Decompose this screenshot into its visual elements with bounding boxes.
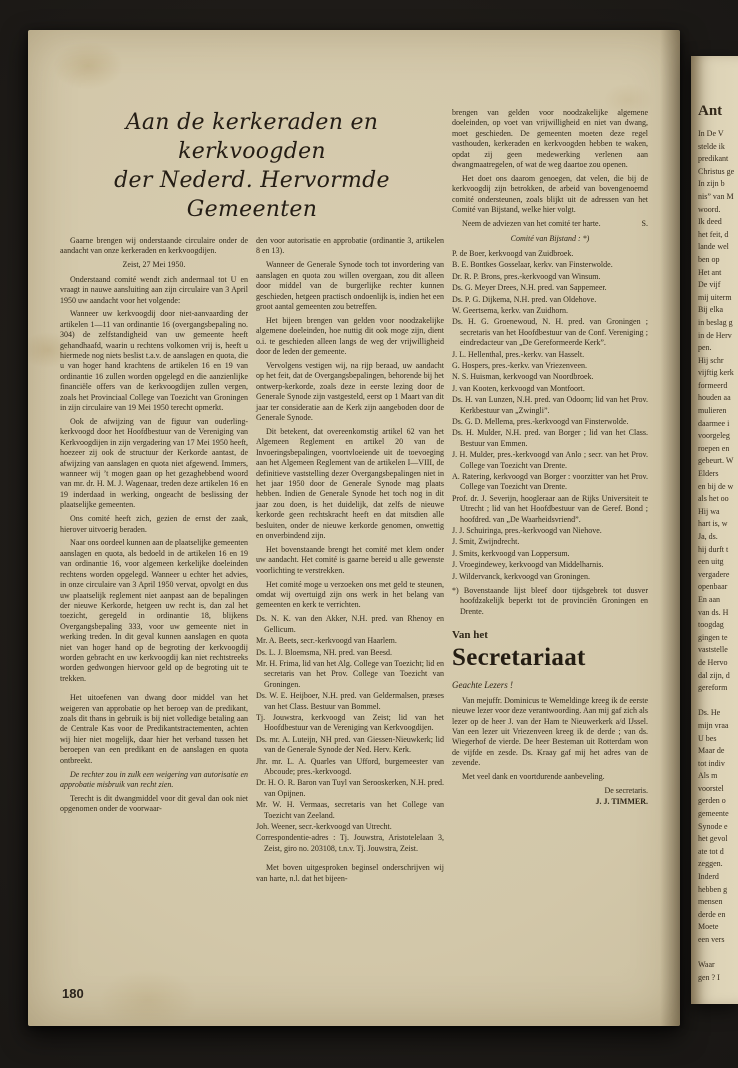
paragraph: Het doet ons daarom genoegen, dat velen, die bij de kerkvoogdij zijn betrokken, de arbeid van bovengenoemd comité ondersteunen, zoals blijkt uit de adressen van het Comité van Bijstand, welke hier volgt. [452,173,648,215]
next-page-line: mulieren [698,406,727,416]
next-page-line: Inderd [698,872,719,882]
next-page-line: Ik deed [698,217,722,227]
next-page-line [698,947,738,960]
comite-member: N. S. Huisman, kerkvoogd van Noordbroek. [452,372,594,382]
paragraph: brengen van gelden voor noodzakelijke algemene doeleinden, op voet van vrijwilligheid en niet van dwang, moet geschieden. De gemeenten moeten deze regel vasthouden, kerkeraden en kerkvoogden hebben te waken, opdat zij geen medewerking verlenen aan dwangmaatregelen, of wat de weg daartoe zou openen. [452,108,648,170]
comite-member: J. Wildervanck, kerkvoogd van Groningen. [452,571,590,581]
next-page-line: stelde ik [698,141,725,151]
next-page-line: daarmee i [698,418,730,428]
next-page-line [698,695,738,708]
next-page-line: vaststelle [698,645,728,655]
comite-member: Ds. G. D. Mellema, pres.-kerkvoogd van Finsterwolde. [452,416,629,426]
comite-member: Prof. dr. J. Severijn, hoogleraar aan de Rijks Universiteit te Utrecht ; lid van het Hoofdbestuur van de Geref. Bond ; hoofdred. van „De Waarheidsvriend”. [452,493,648,524]
footnote: *) Bovenstaande lijst bleef door tijdsgebrek tot dusver hoofdzakelijk beperkt tot de provinciën Groningen en Drente. [452,586,648,616]
next-page-line: hart is, w [698,519,728,529]
correspondence-address: Correspondentie-adres : Tj. Jouwstra, Aristotelelaan 3, Zeist, giro no. 203108, t.n.v. Tj. Jouwstra, Zeist. [256,833,444,853]
comite-member: Ds. H. G. Groenewoud, N. H. pred. van Groningen ; secretaris van het Hoofdbestuur van de Conf. Vereniging ; eindredacteur van „De Gereformeerde Kerk”. [452,317,648,348]
signatory: Ds. N. K. van den Akker, N.H. pred. van Rhenoy en Gellicum. [256,614,444,634]
next-page-line: woord. [698,204,721,214]
next-page-line: Synode e [698,821,728,831]
magazine-page [28,30,680,1026]
next-page-line: mensen [698,897,723,907]
signatory: Joh. Weener, secr.-kerkvoogd van Utrecht. [256,822,392,832]
body-columns [60,236,444,888]
next-page-line: het gevol [698,834,728,844]
signatory: Jhr. mr. L. A. Quarles van Ufford, burgemeester van Abcoude; pres.-kerkvoogd. [256,756,444,776]
paragraph: Het comité moge u verzoeken ons met geld te steunen, omdat wij overtuigd zijn ons werk in het belang van gemeenten en kerk te verrichten. [256,579,444,610]
comite-heading: Comité van Bijstand : *) [510,234,590,244]
signatory: Ds. W. E. Heijboer, N.H. pred. van Geldermalsen, præses van het Class. Bestuur van Bommel. [256,691,444,711]
advice-line [452,219,648,229]
column-3 [452,108,648,888]
next-page-line: Maar de [698,746,725,756]
signatory: Mr. H. Frima, lid van het Alg. College van Toezicht; lid en secretaris van het Prov. College van Toezicht van Groningen. [256,658,444,689]
paragraph: Ook de afwijzing van de figuur van ouderling-kerkvoogd door het Hoofdbestuur van de Vereniging van Kerkvoogdijen in zijn vergadering van 17 Mei 1950 heeft, hoezeer zij ook de structuur der Kerkorde aantast, de afwijzing van aanslagen en quota niet afgewend. Immers, wanneer wij ’t mogen gaan op het gezaghebbend woord van mr. dr. H. M. J. Wagenaar, treden deze artikelen 16 en 19 inderdaad in werking, ongeacht de beslissing der plaatselijke gemeenten. [60,417,248,510]
next-page-line: in beslag g [698,317,733,327]
next-page-line: U bes [698,733,717,743]
comite-member: J. H. Mulder, pres.-kerkvoogd van Anlo ; secr. van het Prov. College van Toezicht van Drente. [452,450,648,470]
paragraph: Het bijeen brengen van gelden voor noodzakelijke algemene doeleinden, hoe nuttig dit ook moge zijn, dient o.i. te geschieden alleen langs de weg der vrijwilligheid door de leden der gemeente. [256,315,444,357]
next-page-line: vijftig kerk [698,368,734,378]
next-page-line: Ds. He [698,708,721,718]
next-page-line: In De V [698,129,724,138]
comite-member: A. Ratering, kerkvoogd van Borger : voorzitter van het Prov. College van Toezicht van Drente. [452,472,648,492]
page-number: 180 [62,986,84,1001]
next-page-line: openbaar [698,582,728,592]
paragraph-italic: De rechter zou in zulk een weigering van autorisatie en approbatie misbruik van recht zien. [60,769,248,789]
comite-member: Ds. G. Meyer Drees, N.H. pred. van Sappemeer. [452,283,607,293]
next-page-line: roepen en [698,443,730,453]
next-page-line: gerden o [698,796,726,806]
article-title-line2: der Nederd. Hervormde Gemeenten [114,168,390,222]
column-1 [60,236,248,888]
next-page-line: lande wel [698,242,729,252]
next-page-line: Moete [698,922,719,932]
next-page-line: gemeente [698,809,729,819]
next-page-line: het feit, d [698,229,729,239]
title-and-two-columns [60,108,444,888]
next-page-line: mijn vraa [698,720,729,730]
paragraph: Dit betekent, dat overeenkomstig artikel 62 van het Algemeen Reglement en artikel 20 van de Invoeringsbepalingen, voortvloeiende uit de toevoeging aan het Algemeen Reglement van de artikelen I—VIII, de definitieve vaststelling dezer Overgangsbepalingen niet in het jaar 1950 door de Generale Synode mag plaats hebben. Indien de Generale Synode het toch nog in dit jaar zou doen, is het duidelijk, dat zelfs de nieuwe kerkorde geen rechtskracht heeft en dat mitsdien alle besluiten, onder de nieuwe kerkorde genomen, onwettig en onverbindend zijn. [256,426,444,540]
article-title [60,108,444,224]
advice-text: Neem de adviezen van het comité ter harte. [462,219,601,229]
next-page-line: ben op [698,254,720,264]
next-page-line: Bij elka [698,305,724,315]
paragraph: Terecht is dit dwangmiddel voor dit geval dan ook niet opgenomen onder de voorwaar- [60,793,248,814]
next-page-line: Ja, ds. [698,532,718,541]
next-page-line: van ds. H [698,607,729,617]
next-page-line: hij durft t [698,544,729,554]
paragraph: Met boven uitgesproken beginsel onderschrijven wij van harte, n.l. dat het bijeen- [256,863,444,883]
paragraph: den voor autorisatie en approbatie (ordinantie 3, artikelen 8 en 13). [256,236,444,256]
signatories-list [256,614,444,832]
paragraph: Met veel dank en voortdurende aanbeveling. [462,772,605,782]
next-page-line: Waar [698,960,715,970]
next-page-line: Christus ge [698,166,735,176]
next-page-line: pen. [698,343,712,353]
paragraph: Wanneer de Generale Synode toch tot invordering van aanslagen en quota zou willen overgaan, zou dit alleen door middel van de burgerlijke rechter kunnen geschieden, hetgeen practisch ondoenlijk is, indien het een groot aantal gemeenten zou betreffen. [256,260,444,311]
next-page-line: gereform [698,683,728,693]
next-page-line: als het oo [698,494,729,504]
secretariat-kicker: Van het [452,629,488,642]
article-title-line1: Aan de kerkeraden en kerkvoogden [125,110,379,164]
next-page-line: mij uiterm [698,292,732,302]
column-2 [256,236,444,888]
signatory: Mr. W. H. Vermaas, secretaris van het College van Toezicht van Zeeland. [256,800,444,820]
paragraph: Wanneer uw kerkvoogdij door niet-aanvaarding der artikelen 1—11 van ordinantie 16 (overgangsbepaling no. 304) de zelfstandigheid van uw gemeente heeft gehandhaafd, waarin u rechtens volkomen vrij is, heeft u hiermede nog niets beslist t.a.v. de aanslagen en quota, die u van hoger hand krachtens de artikelen 16 en 19 van ordinantie 16 zullen worden opgelegd en die aanzienlijke financiële offers van de kerkvoogdijen zullen vergen, zoals het Provinciaal College van Toezicht van Groningen in zijn circulaire van 19 Mei 1950 terecht opmerkt. [60,309,248,413]
next-page-line: toogdag [698,620,724,630]
signatory: Ds. L. J. Bloemsma, NH. pred. van Beesd. [256,647,392,657]
next-page-line: Hij schr [698,355,724,365]
secretariat-heading: Secretariaat [452,644,586,672]
next-page-line: Elders [698,469,719,479]
paragraph: Gaarne brengen wij onderstaande circulaire onder de aandacht van onze kerkeraden en kerkvoogdijen. [60,236,248,256]
next-page-line: In zijn b [698,179,725,189]
next-page-line: tot indiv [698,758,725,768]
paragraph: Naar ons oordeel kunnen aan de plaatselijke gemeenten aanslagen en quota, als bedoeld in de artikelen 16 en 19 van ordinantie 16, voor algemeen kerkelijke doeleinden rechtens worden opgelegd. Wanneer u echter het advies, in onze circulaire van 3 April 1950 vervat, opvolgt en dus uw plaatselijk reglement niet aanpast aan de bepalingen der nieuwe Kerkorde, hetgeen uw recht is, dan zal het toezicht, geregeld in ordinantie 18, blijkens Overgangsbepaling 333, voor uw gemeente niet in werking treden. In dit geval kunnen aanslagen en quota niet van hoger hand op de begroting der kerkvoogdij worden gebracht en uw kerkvoogdij kan niet rechtstreeks worden gedwongen hiervoor geld op de begroting uit te trekken. [60,538,248,683]
next-page-line: zeggen. [698,859,723,869]
author-initial: S. [641,219,648,229]
comite-members-list [452,249,648,582]
comite-member: Ds. H. van Lunzen, N.H. pred. van Odoorn; lid van het Prov. Kerkbestuur van „Zwingli”. [452,395,648,415]
next-page-line: en bij de w [698,481,734,491]
next-page-line: nis” van M [698,191,734,201]
dateline: Zeist, 27 Mei 1950. [122,260,186,270]
next-page-line: dal zijn, d [698,670,730,680]
next-page-line: vergadere [698,569,730,579]
signatory: Ds. mr. A. Luteijn, NH pred. van Giessen-Nieuwkerk; lid van de Generale Synode der Ned. Herv. Kerk. [256,734,444,755]
next-page-line: voorgeleg [698,431,730,441]
comite-member: J. L. Hellenthal, pres.-kerkv. van Hasselt. [452,349,585,359]
signatory: Tj. Jouwstra, kerkvoogd van Zeist; lid van het Hoofdbestuur van de Vereniging van Kerkvoogdijen. [256,712,444,733]
comite-member: W. Geertsema, kerkv. van Zuidhorn. [452,305,569,315]
comite-member: J. Smits, kerkvoogd van Loppersum. [452,548,570,558]
next-page-line: derde en [698,909,726,919]
next-page-line: in de Herv [698,330,732,340]
next-page-line: predikant [698,154,729,164]
next-page-heading: Ant [698,103,723,119]
signatory: Mr. A. Beets, secr.-kerkvoogd van Haarlem. [256,636,397,646]
comite-member: J. J. Schuiringa, pres.-kerkvoogd van Niehove. [452,526,602,536]
signoff: De secretaris. [604,785,648,795]
next-page-line: een vers [698,935,725,944]
next-page-line: Hij wa [698,506,720,516]
next-page-line: gebeurt. W [698,456,734,466]
comite-member: Dr. R. P. Brons, pres.-kerkvoogd van Winsum. [452,271,601,281]
next-page-line: formeerd [698,380,728,390]
comite-member: B. E. Bontkes Gosselaar, kerkv. van Finsterwolde. [452,260,613,270]
next-page-line: de Hervo [698,657,728,667]
next-page-line: De vijf [698,280,721,290]
next-page-line: ate tot d [698,846,724,856]
comite-member: G. Hospers, pres.-kerkv. van Vriezenveen. [452,360,588,370]
next-page-line: gen ? I [698,972,720,982]
paragraph: Vervolgens vestigen wij, na rijp beraad, uw aandacht op het feit, dat de Overgangsbepalingen, behorende bij het ontwerp-kerkorde, zoals deze in eerste lezing door de Generale Synode zijn vastgesteld, eerst op 1 Maart van dit jaar ter consideratie aan de Kerk zijn aangeboden door de Generale Synode. [256,360,444,422]
signature: J. J. TIMMER. [595,797,648,807]
next-page-line: gingen te [698,632,728,642]
comite-member: J. Smit, Zwijndrecht. [452,537,520,547]
page-content [28,30,680,888]
paragraph: Van mejuffr. Dominicus te Wemeldinge kreeg ik de eerste nieuwe lezer voor deze verantwoording. Aan mij gaf zich als lezer op de heer J. van der Ham te Nieuwerkerk a/d IJssel. Van een lezer uit Vriezenveen kreeg ik de derde ; van ds. Wiegerhof de vierde. De heer Besteman uit Rotterdam won de vijfde en zesde. Ds. Kraay gaf mij het adres van de zevende. [452,695,648,768]
next-page-line: een uitg [698,557,724,567]
next-page-text [698,128,738,984]
paragraph: Onderstaand comité wendt zich andermaal tot U en vraagt in nauwe aansluiting aan zijn circulaire van 3 April 1950 uw aandacht voor het volgende: [60,274,248,305]
secretariat-section [452,629,648,807]
next-page-line: hebben g [698,884,728,894]
salutation: Geachte Lezers ! [452,680,513,691]
next-page-line: En aan [698,594,720,604]
comite-member: Ds. H. Mulder, N.H. pred. van Borger ; lid van het Class. Bestuur van Emmen. [452,428,648,448]
signatory: Dr. H. O. R. Baron van Tuyl van Serooskerken, N.H. pred. van Opijnen. [256,778,444,798]
comite-member: P. de Boer, kerkvoogd van Zuidbroek. [452,248,574,258]
paragraph: Het uitoefenen van dwang door middel van het weigeren van approbatie op het beroep van de predikant, zoals dit thans in gebruik is bij niet volledige betaling aan de Centrale Kas voor de Predikantstractementen, achten wij hier niet mogelijk, daar hier het verband tussen het beroepen van een predikant en de aanslagen en quota ontbreekt. [60,693,248,765]
next-page-line: Als m [698,771,718,781]
comite-member: J. Vroegindewey, kerkvoogd van Middelharnis. [452,560,604,570]
next-page-line: voorstel [698,783,724,793]
comite-member: Ds. P. G. Dijkema, N.H. pred. van Oldehove. [452,294,597,304]
paragraph: Het bovenstaande brengt het comité met klem onder uw aandacht. Het comité is gaarne bereid u alle gewenste voorlichting te verstrekken. [256,544,444,575]
paragraph: Ons comité heeft zich, gezien de ernst der zaak, hierover uitvoerig beraden. [60,514,248,534]
next-page-line: houden aa [698,393,731,403]
next-page-edge [691,56,738,1004]
next-page-line: Het ant [698,267,722,277]
comite-member: J. van Kooten, kerkvoogd van Montfoort. [452,383,585,393]
